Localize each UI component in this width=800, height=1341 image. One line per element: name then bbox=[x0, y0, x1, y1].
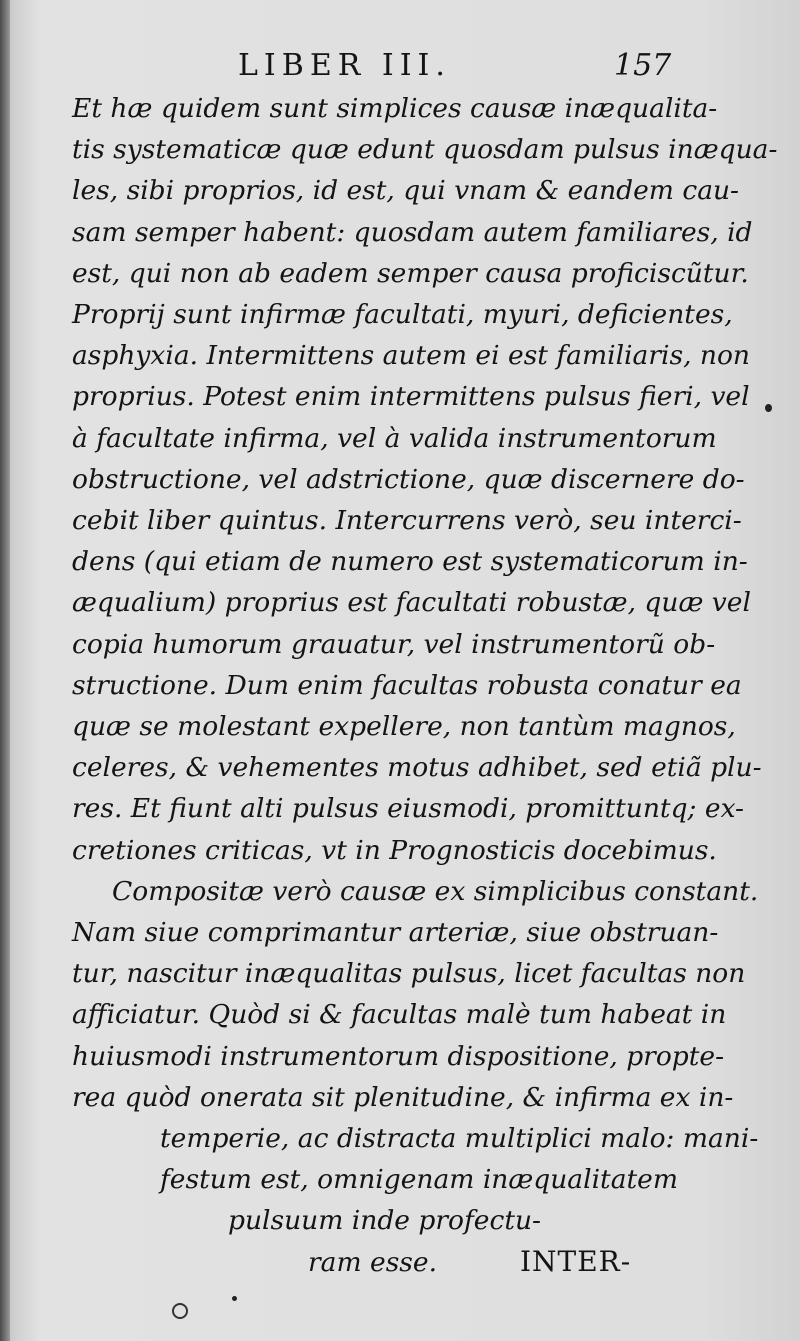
text-line: res. Et fiunt alti pulsus eiusmodi, promittuntq; ex- bbox=[72, 793, 745, 825]
text-line: Proprij sunt infirmæ facultati, myuri, deficientes, bbox=[72, 299, 733, 331]
text-line: à facultate infirma, vel à valida instrumentorum bbox=[72, 422, 717, 454]
text-line-tapered: temperie, ac distracta multiplici malo: mani- bbox=[160, 1123, 759, 1155]
text-line-paragraph-start: Compositæ verò causæ ex simplicibus constant. bbox=[112, 875, 759, 907]
ink-speck bbox=[765, 404, 772, 412]
text-line: cretiones criticas, vt in Prognosticis docebimus. bbox=[72, 834, 717, 866]
text-line-tapered: pulsuum inde profectu- bbox=[228, 1205, 541, 1237]
text-line-tapered: festum est, omnigenam inæqualitatem bbox=[160, 1164, 678, 1196]
text-line: les, sibi proprios, id est, qui vnam & eandem cau- bbox=[72, 175, 740, 207]
running-head: LIBER III. bbox=[238, 48, 451, 83]
text-line: tis systematicæ quæ edunt quosdam pulsus inæqua- bbox=[72, 134, 778, 166]
page-gutter-shadow bbox=[0, 0, 10, 1341]
text-line: huiusmodi instrumentorum dispositione, propte- bbox=[72, 1040, 725, 1072]
text-line: asphyxia. Intermittens autem ei est familiaris, non bbox=[72, 340, 751, 372]
text-line: proprius. Potest enim intermittens pulsus fieri, vel bbox=[72, 381, 750, 413]
text-line: sam semper habent: quosdam autem familiares, id bbox=[72, 216, 753, 248]
text-line: tur, nascitur inæqualitas pulsus, licet facultas non bbox=[72, 958, 746, 990]
text-line: afficiatur. Quòd si & facultas malè tum habeat in bbox=[72, 999, 727, 1031]
ink-speck bbox=[172, 1303, 188, 1319]
text-line: quæ se molestant expellere, non tantùm magnos, bbox=[72, 711, 736, 743]
text-line-tapered: ram esse. bbox=[308, 1246, 438, 1278]
text-line: dens (qui etiam de numero est systematicorum in- bbox=[72, 546, 748, 578]
text-line: celeres, & vehementes motus adhibet, sed etiã plu- bbox=[72, 752, 762, 784]
text-line: rea quòd onerata sit plenitudine, & infirma ex in- bbox=[72, 1081, 734, 1113]
text-line: copia humorum grauatur, vel instrumentorũ ob- bbox=[72, 628, 716, 660]
page-header bbox=[0, 48, 800, 88]
text-line: cebit liber quintus. Intercurrens verò, seu interci- bbox=[72, 505, 742, 537]
ink-speck bbox=[232, 1296, 237, 1301]
page-number: 157 bbox=[614, 48, 672, 83]
body-text bbox=[72, 88, 778, 1283]
text-line: est, qui non ab eadem semper causa proficiscũtur. bbox=[72, 257, 749, 289]
text-line: æqualium) proprius est facultati robustæ, quæ vel bbox=[72, 587, 751, 619]
text-line: obstructione, vel adstrictione, quæ discernere do- bbox=[72, 463, 745, 495]
text-line: Nam siue comprimantur arteriæ, siue obstruan- bbox=[72, 917, 719, 949]
catchword: INTER- bbox=[520, 1245, 632, 1278]
text-line: structione. Dum enim facultas robusta conatur ea bbox=[72, 669, 742, 701]
text-line: Et hæ quidem sunt simplices causæ inæqualita- bbox=[72, 93, 718, 124]
